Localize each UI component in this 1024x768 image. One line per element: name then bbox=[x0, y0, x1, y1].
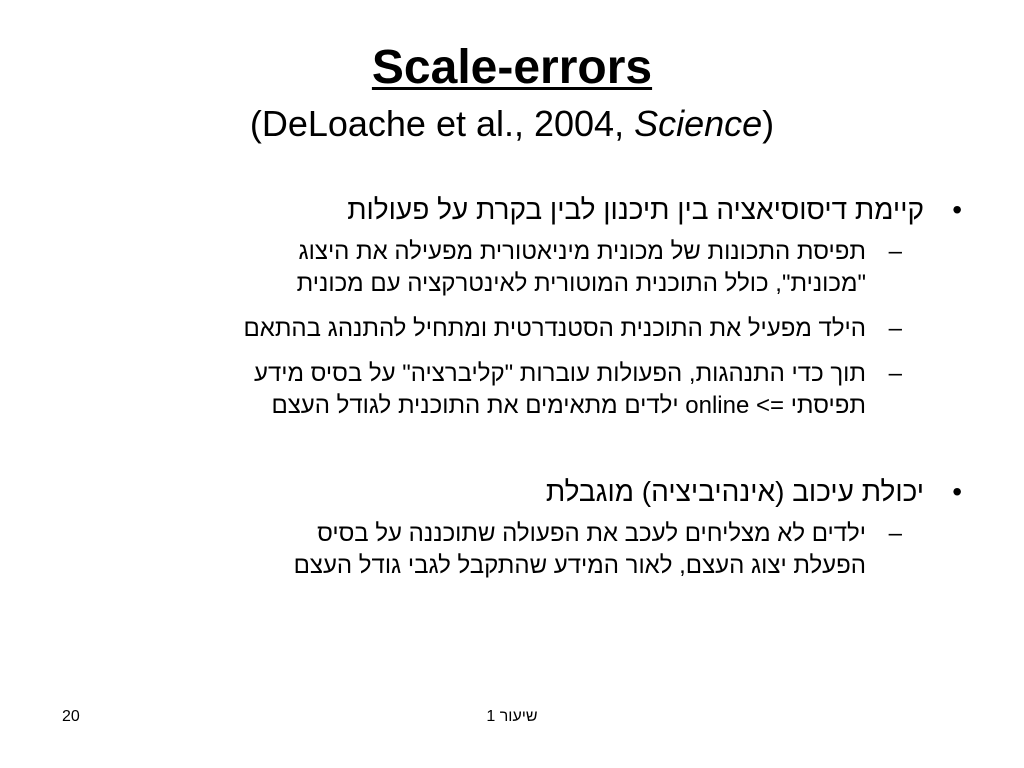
sub-item-text: ילדים מתאימים את התוכנית לגודל העצם bbox=[271, 392, 686, 419]
slide-page-number: 20 bbox=[62, 708, 80, 725]
citation-close-paren: ) bbox=[762, 103, 775, 144]
sub-item-line: הפעלת יצוג העצם, לאור המידע שהתקבל לגבי גודל העצם bbox=[293, 552, 866, 579]
sub-item-line: תוך כדי התנהגות, הפעולות עוברות "קליברציה" על בסיס מידע bbox=[253, 360, 866, 387]
sub-item-line: הילד מפעיל את התוכנית הסטנדרטית ומתחיל להתנהג בהתאם bbox=[243, 315, 866, 342]
sub-item-line bbox=[62, 390, 866, 422]
slide-title: Scale-errors bbox=[371, 41, 653, 94]
bullet-item bbox=[62, 474, 962, 510]
sub-item bbox=[62, 236, 962, 300]
slide-subtitle bbox=[0, 102, 1024, 146]
dash-marker: – bbox=[888, 520, 902, 547]
bullet-marker: • bbox=[952, 476, 962, 507]
slide-content bbox=[62, 192, 962, 595]
sub-item-line: "מכונית", כולל התוכנית המוטורית לאינטרקציה עם מכונית bbox=[296, 270, 866, 297]
sub-item-line: ילדים לא מצליחים לעכב את הפעולה שתוכננה על בסיס bbox=[317, 520, 866, 547]
dash-marker: – bbox=[888, 315, 902, 342]
footer-lecture-label: שיעור 1 bbox=[486, 708, 538, 725]
bullet-item bbox=[62, 192, 962, 228]
sub-item-text: תפיסתי bbox=[784, 392, 866, 419]
bullet-text: קיימת דיסוסיאציה בין תיכנון לבין בקרת על פעולות bbox=[347, 194, 924, 225]
sub-list bbox=[62, 236, 962, 422]
sub-item bbox=[62, 358, 962, 422]
bullet-marker: • bbox=[952, 194, 962, 225]
dash-marker: – bbox=[888, 360, 902, 387]
citation-journal: Science bbox=[634, 103, 763, 144]
title-block bbox=[0, 40, 1024, 146]
dash-marker: – bbox=[888, 238, 902, 265]
online-arrow-text: online <= bbox=[685, 392, 785, 419]
sub-item bbox=[62, 313, 962, 345]
bullet-text: יכולת עיכוב (אינהיביציה) מוגבלת bbox=[545, 476, 924, 507]
sub-list bbox=[62, 518, 962, 582]
citation-authors-year: (DeLoache et al., 2004, bbox=[249, 103, 635, 144]
sub-item-line: תפיסת התכונות של מכונית מיניאטורית מפעילה את היצוג bbox=[298, 238, 866, 265]
sub-item bbox=[62, 518, 962, 582]
